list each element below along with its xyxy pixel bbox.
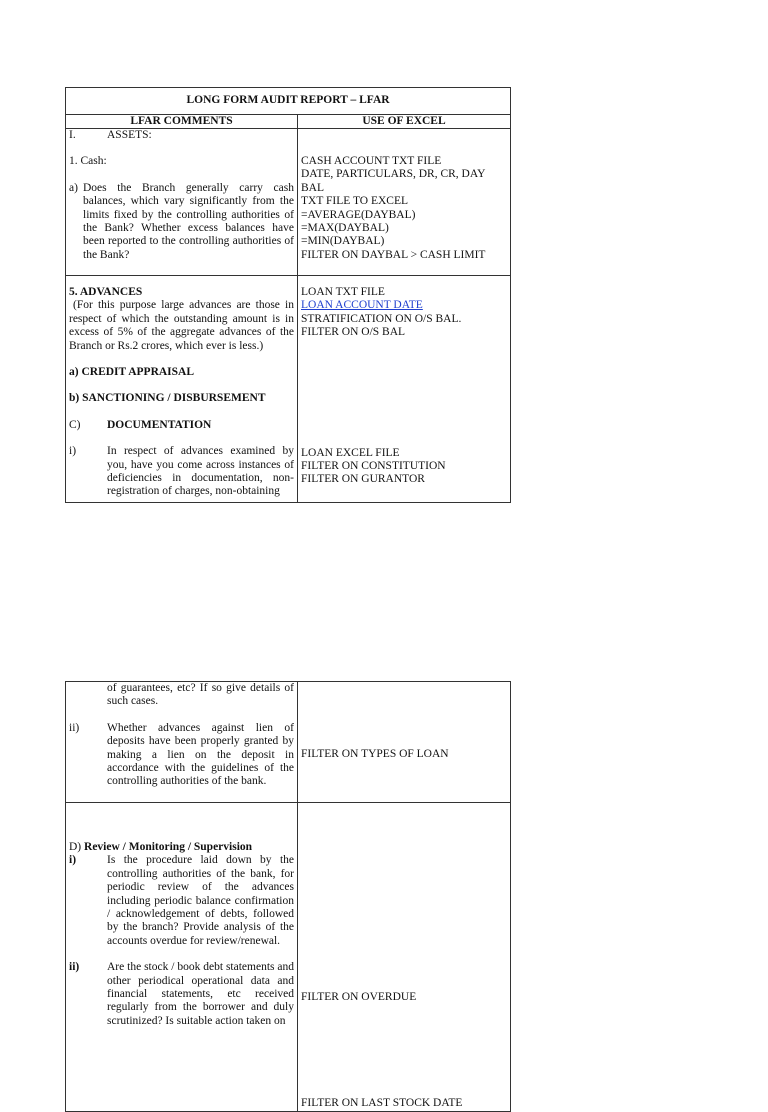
lfar-table-page-2 xyxy=(65,681,511,1112)
excel-step: =AVERAGE(DAYBAL) xyxy=(301,208,416,221)
excel-step: FILTER ON OVERDUE xyxy=(301,991,417,1003)
excel-step: DATE, PARTICULARS, DR, CR, DAY xyxy=(301,168,486,181)
sanctioning-heading: b) SANCTIONING / DISBURSEMENT xyxy=(69,392,266,405)
review-comments-cell xyxy=(66,803,298,1112)
review-question-i-row xyxy=(69,854,294,948)
col-header-use-of-excel: USE OF EXCEL xyxy=(298,115,511,129)
excel-step: =MAX(DAYBAL) xyxy=(301,222,389,235)
excel-step: TXT FILE TO EXCEL xyxy=(301,195,409,208)
question-a-text: Does the Branch generally carry cash balances, which vary significantly from the limits fixed by the controlling authorities of the Bank? Whether excess balances have been reported to the controlling authorities of the Bank? xyxy=(83,181,294,261)
doc-question-i-row xyxy=(69,445,294,499)
excel-step: FILTER ON DAYBAL > CASH LIMIT xyxy=(301,248,486,261)
col-header-lfar-comments: LFAR COMMENTS xyxy=(66,115,298,129)
cash-label: 1. Cash: xyxy=(69,155,107,168)
documentation-heading-row xyxy=(69,419,294,432)
assets-comments-cell xyxy=(66,129,298,276)
review-heading: Review / Monitoring / Supervision xyxy=(84,841,253,853)
excel-step: LOAN TXT FILE xyxy=(301,286,385,298)
excel-step: FILTER ON CONSTITUTION xyxy=(301,460,446,473)
assets-heading: ASSETS: xyxy=(107,129,152,141)
review-question-ii-row xyxy=(69,961,294,1028)
question-a-label: a) xyxy=(69,181,78,194)
excel-step: FILTER ON O/S BAL xyxy=(301,326,406,339)
excel-step: STRATIFICATION ON O/S BAL. xyxy=(301,312,462,325)
doc-question-i-continued: of guarantees, etc? If so give details of such cases. xyxy=(107,682,294,708)
excel-step: FILTER ON TYPES OF LOAN xyxy=(301,748,449,760)
review-question-ii-text: Are the stock / book debt statements and other periodical operational data and financial statements, etc received regularly from the borrower and duly scrutinized? Is suitable action taken on xyxy=(107,961,294,1027)
lfar-table-page-1 xyxy=(65,87,511,503)
report-title: LONG FORM AUDIT REPORT – LFAR xyxy=(66,88,511,115)
assets-heading-row xyxy=(69,129,294,142)
review-excel-cell xyxy=(298,803,511,1112)
continued-comments-cell xyxy=(66,682,298,803)
excel-step: LOAN EXCEL FILE xyxy=(301,446,400,459)
advances-excel-cell xyxy=(298,276,511,503)
excel-step: BAL xyxy=(301,181,324,194)
review-question-ii-label: ii) xyxy=(69,961,80,974)
documentation-heading: DOCUMENTATION xyxy=(107,418,212,431)
excel-step: FILTER ON GURANTOR xyxy=(301,473,425,486)
review-question-i-label: i) xyxy=(69,854,77,867)
excel-step: FILTER ON LAST STOCK DATE xyxy=(301,1097,463,1110)
excel-step: =MIN(DAYBAL) xyxy=(301,235,385,248)
continued-excel-cell xyxy=(298,682,511,803)
loan-account-date-link[interactable]: LOAN ACCOUNT DATE xyxy=(301,299,423,312)
assets-excel-cell xyxy=(298,129,511,276)
question-a-row xyxy=(69,182,294,262)
assets-label: I. xyxy=(69,129,76,141)
doc-question-i-continued-row xyxy=(69,682,294,709)
review-heading-row xyxy=(69,841,294,854)
review-question-i-text: Is the procedure laid down by the controlling authorities of the bank, for periodic review of the advances including periodic balance confirmation / acknowledgement of debts, followed by the branch? Provide analysis of the accounts overdue for review/renewal. xyxy=(107,854,294,947)
doc-question-ii-text: Whether advances against lien of deposits have been properly granted by making a lien on the deposit in accordance with the guidelines of the controlling authorities of the bank. xyxy=(107,721,294,788)
advances-heading: 5. ADVANCES xyxy=(69,286,143,298)
credit-appraisal-heading: a) CREDIT APPRAISAL xyxy=(69,366,195,379)
doc-question-i-label: i) xyxy=(69,445,77,458)
excel-step: CASH ACCOUNT TXT FILE xyxy=(301,155,442,167)
advances-intro: (For this purpose large advances are those in respect of which the outstanding amount is in excess of 5% of the aggregate advances of the Branch or Rs.2 crores, which ever is less.) xyxy=(69,299,294,352)
review-prefix: D) xyxy=(69,841,82,853)
doc-question-ii-row xyxy=(69,722,294,789)
doc-question-ii-label: ii) xyxy=(69,721,80,734)
documentation-label: C) xyxy=(69,418,81,431)
doc-question-i-text: In respect of advances examined by you, have you come across instances of deficiencies in documentation, non-registration of charges, non-obtaining xyxy=(107,445,294,498)
advances-comments-cell xyxy=(66,276,298,503)
